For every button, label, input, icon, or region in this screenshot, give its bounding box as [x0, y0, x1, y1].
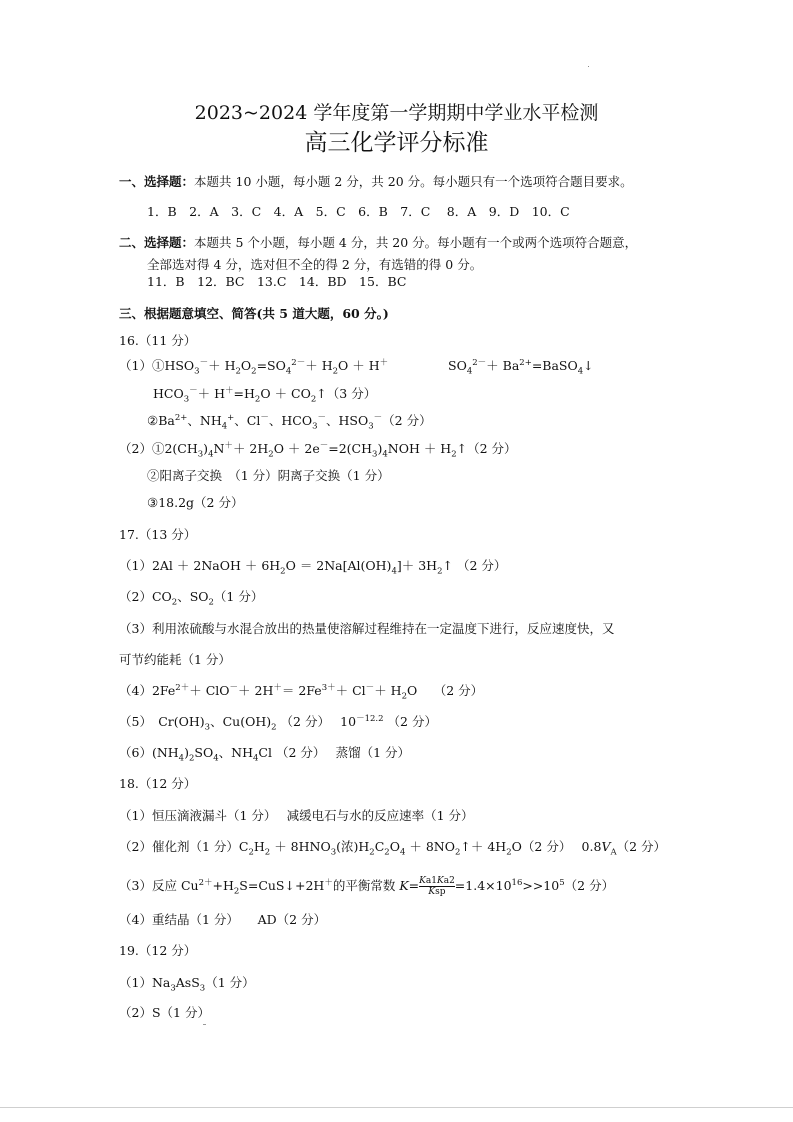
section3-heading: 三、根据题意填空、简答(共 5 道大题，60 分。) [119, 306, 389, 321]
q16-line4: $(2)①2(CH_3)_4N^++ 2H_2O + 2e^-=2(CH_3)_4NOH$ ＋ $H_2↑(2$ 分） [119, 440, 517, 460]
q17-line4: $(4)2Fe^{2+}+ ClO^-+ 2H^+= 2Fe^{3+}+ Cl^-+ H_2O$ （2 分） [119, 682, 484, 702]
section2-answers: 11．B 12．BC 13.C 14．BD 15．BC [147, 274, 407, 289]
scan-dot [588, 66, 589, 67]
q19-line1: $(1)Na_3AsS_3(1$ 分） [119, 975, 255, 994]
document-subtitle: 高三化学评分标准 [304, 130, 489, 156]
section1-answers: 1．B 2．A 3．C 4．A 5．C 6．B 7．C 8．A 9．D 10．C [147, 204, 570, 219]
q17-line3a: （3）利用浓硫酸与水混合放出的热量使溶解过程维持在一定温度下进行，反应速度快，又 [119, 621, 615, 636]
section2-heading: 二、选择题： [119, 235, 195, 250]
q19-line2: （2）S（1 分） [119, 1005, 210, 1020]
q16-line6: ③18.2g（2 分） [147, 495, 244, 510]
q17-header: 17.（13 分） [119, 527, 197, 542]
q17-line2: $(2)CO_2$、$SO_2(1$ 分） [119, 589, 264, 608]
q19-header: 19.（12 分） [119, 943, 197, 958]
q18-line3: （3）反应 $Cu^{2+}+H_2S=CuS↓+2H^+$的平衡常数 K= Ka1Ka2 Ksp $=1.4\times 10^{16}>>10^5(2$ 分） [119, 876, 615, 897]
q16-line5: ②阳离子交换 （1 分）阴离子交换（1 分） [147, 468, 390, 483]
section2-desc2: 全部选对得 4 分，选对但不全的得 2 分，有选错的得 0 分。 [147, 257, 483, 272]
section1-heading-line [119, 174, 633, 190]
section2-heading-line [119, 235, 637, 251]
q18-line2: （2）催化剂（1 分）$C_2H_2 + 8HNO_3$(浓)$H_2C_2O_4$ ＋ $8NO_2↑+ 4H_2O(2$ 分） $0.8V_A(2$ 分） [119, 839, 667, 858]
section1-heading: 一、选择题： [119, 174, 195, 189]
q16-line2: $HCO_3^-+ H^+=H_2O$ ＋ $CO_2↑(3$ 分） [153, 385, 377, 405]
q18-line1: （1）恒压滴液漏斗（1 分） 减缓电石与水的反应速率（1 分） [119, 808, 474, 823]
q17-line5: （5） $Cr(OH)_3$、$Cu(OH)_2$ （2 分） $10^{-12.2}$ （2 分） [119, 713, 437, 733]
q16-line1: $(1)①HSO_3^-+ H_2O_2=SO_4^{2-}+ H_2O + H^+$ [119, 357, 389, 377]
q17-line1: （1）2Al ＋ 2NaOH ＋ $6H_2O = 2Na[Al(OH)_4]+$ $3H_2↑$ （2 分） [119, 558, 507, 577]
q18-line4: （4）重结晶（1 分） AD（2 分） [119, 912, 327, 927]
scan-mark [203, 1024, 206, 1025]
q18-header: 18.（12 分） [119, 776, 197, 791]
q16-header: 16.（11 分） [119, 333, 197, 348]
q16-line1-right: $SO_4^{2-}+$ $Ba^{2+}=BaSO_4↓$ [448, 357, 594, 377]
q16-line3: $②Ba^{2+}$、$NH_4^+$、Cl－、$HCO_3^-$、$HSO_3^-(2$ 分） [147, 412, 432, 432]
page-bottom-divider [0, 1107, 793, 1108]
section2-desc1: 本题共 5 个小题，每小题 4 分，共 20 分。每小题有一个或两个选项符合题意， [194, 235, 638, 250]
document-title: 2023~2024 学年度第一学期期中学业水平检测 [194, 102, 599, 124]
q17-line6: $(6)(NH_4)_2SO_4$、$NH_4Cl$ （2 分） 蒸馏（1 分） [119, 745, 411, 764]
q17-line3b: 可节约能耗（1 分） [119, 652, 231, 667]
section1-desc: 本题共 10 小题，每小题 2 分，共 20 分。每小题只有一个选项符合题目要求。 [194, 174, 633, 189]
